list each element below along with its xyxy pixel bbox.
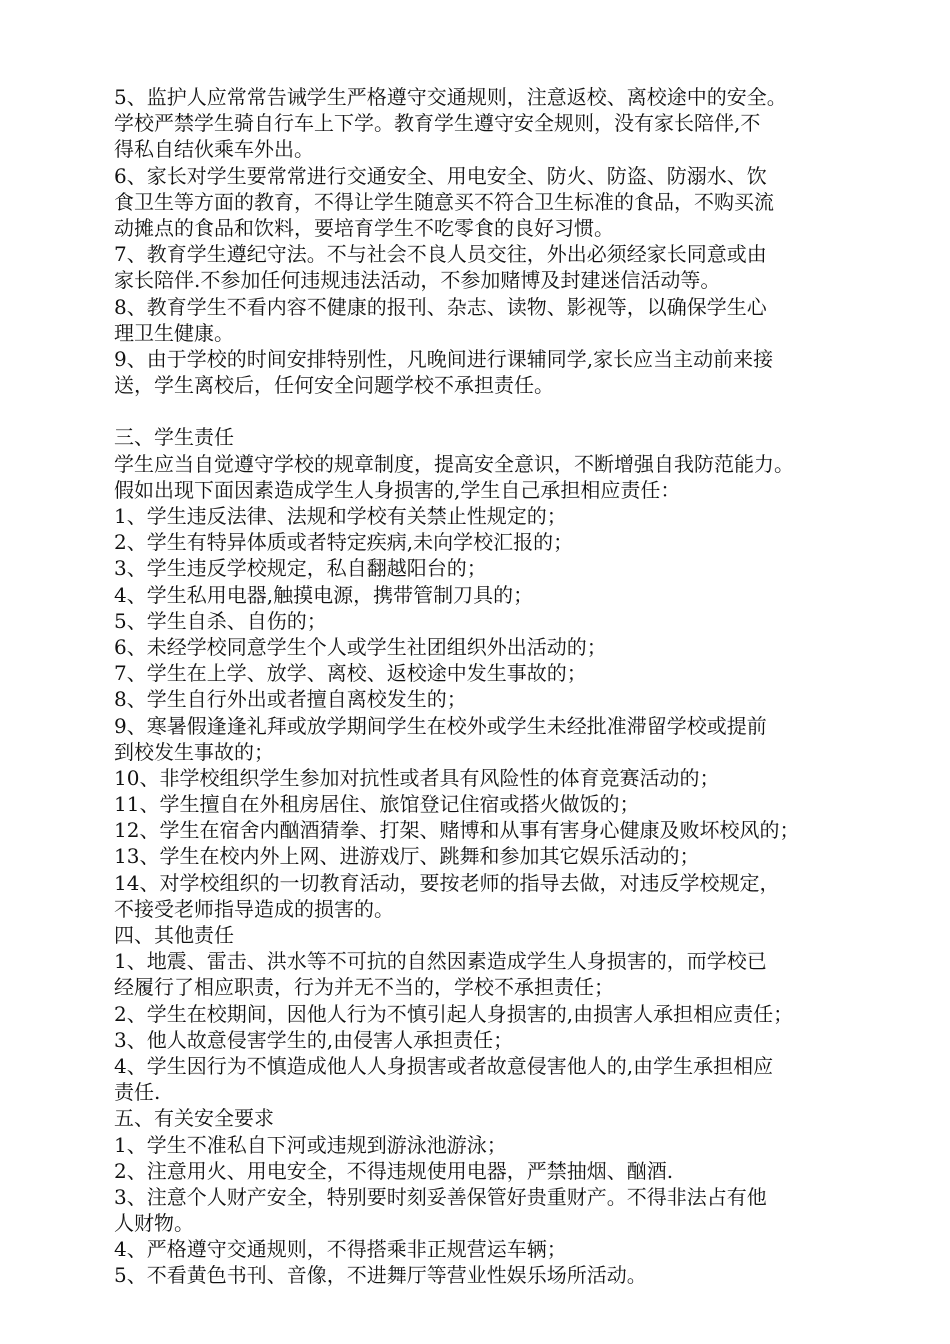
- text-line: 3、他人故意侵害学生的,由侵害人承担责任；: [114, 1027, 514, 1052]
- text-line: 7、教育学生遵纪守法。不与社会不良人员交往，外出必须经家长同意或由: [114, 242, 767, 267]
- text-line: 13、学生在校内外上网、进游戏厅、跳舞和参加其它娱乐活动的；: [114, 844, 700, 869]
- text-line: 9、寒暑假逢逢礼拜或放学期间学生在校外或学生未经批准滞留学校或提前: [114, 713, 767, 738]
- text-line: 4、严格遵守交通规则，不得搭乘非正规营运车辆；: [114, 1237, 567, 1262]
- text-line: 到校发生事故的；: [114, 739, 274, 764]
- text-line: 1、学生不准私自下河或违规到游泳池游泳；: [114, 1132, 507, 1157]
- text-line: 三、学生责任: [114, 425, 234, 450]
- text-line: 6、家长对学生要常常进行交通安全、用电安全、防火、防盗、防溺水、饮: [114, 163, 767, 188]
- text-line: 2、学生有特异体质或者特定疾病,未向学校汇报的；: [114, 530, 574, 555]
- text-line: 责任.: [114, 1080, 161, 1105]
- text-line: 5、不看黄色书刊、音像，不进舞厅等营业性娱乐场所活动。: [114, 1263, 647, 1288]
- text-line: 1、地震、雷击、洪水等不可抗的自然因素造成学生人身损害的，而学校已: [114, 949, 767, 974]
- text-line: 3、注意个人财产安全，特别要时刻妥善保管好贵重财产。不得非法占有他: [114, 1184, 767, 1209]
- text-line: 送，学生离校后，任何安全问题学校不承担责任。: [114, 373, 554, 398]
- text-line: 4、学生因行为不慎造成他人人身损害或者故意侵害他人的,由学生承担相应: [114, 1053, 774, 1078]
- text-line: 6、未经学校同意学生个人或学生社团组织外出活动的；: [114, 634, 607, 659]
- text-line: 8、教育学生不看内容不健康的报刊、杂志、读物、影视等，以确保学生心: [114, 294, 767, 319]
- text-line: 得私自结伙乘车外出。: [114, 137, 314, 162]
- text-line: 人财物。: [114, 1211, 194, 1236]
- text-line: 理卫生健康。: [114, 320, 234, 345]
- blank-line: [114, 398, 890, 424]
- text-line: 10、非学校组织学生参加对抗性或者具有风险性的体育竞赛活动的；: [114, 765, 720, 790]
- text-line: 不接受老师指导造成的损害的。: [114, 896, 394, 921]
- text-line: 四、其他责任: [114, 923, 234, 947]
- text-line: 动摊点的食品和饮料，要培育学生不吃零食的良好习惯。: [114, 215, 614, 240]
- text-line: 11、学生擅自在外租房居住、旅馆登记住宿或搭火做饭的；: [114, 792, 640, 817]
- text-line: 9、由于学校的时间安排特别性，凡晚间进行课辅同学,家长应当主动前来接: [114, 346, 774, 371]
- text-line: 学校严禁学生骑自行车上下学。教育学生遵守安全规则，没有家长陪伴,不: [114, 111, 761, 136]
- text-line: 经履行了相应职责，行为并无不当的，学校不承担责任；: [114, 975, 614, 1000]
- text-line: 家长陪伴.不参加任何违规违法活动，不参加赌博及封建迷信活动等。: [114, 268, 721, 293]
- text-line: 4、学生私用电器,触摸电源，携带管制刀具的；: [114, 582, 534, 607]
- text-line: 学生应当自觉遵守学校的规章制度，提高安全意识，不断增强自我防范能力。: [114, 451, 794, 476]
- text-line: 食卫生等方面的教育，不得让学生随意买不符合卫生标准的食品，不购买流: [114, 189, 774, 214]
- text-line: 五、有关安全要求: [114, 1106, 274, 1131]
- text-line: 7、学生在上学、放学、离校、返校途中发生事故的；: [114, 661, 587, 686]
- text-line: 2、学生在校期间，因他人行为不慎引起人身损害的,由损害人承担相应责任；: [114, 1001, 794, 1026]
- text-line: 5、监护人应常常告诫学生严格遵守交通规则，注意返校、离校途中的安全。: [114, 85, 787, 109]
- text-line: 1、学生违反法律、法规和学校有关禁止性规定的；: [114, 504, 567, 528]
- text-line: 14、对学校组织的一切教育活动，要按老师的指导去做，对违反学校规定，: [114, 870, 780, 895]
- text-line: 2、注意用火、用电安全，不得违规使用电器，严禁抽烟、酗酒.: [114, 1158, 674, 1183]
- text-line: 假如出现下面因素造成学生人身损害的,学生自己承担相应责任：: [114, 477, 681, 502]
- text-line: 12、学生在宿舍内酗酒猜拳、打架、赌博和从事有害身心健康及败坏校风的；: [114, 818, 800, 843]
- text-line: 3、学生违反学校规定，私自翻越阳台的；: [114, 556, 487, 581]
- text-line: 8、学生自行外出或者擅自离校发生的；: [114, 687, 467, 712]
- text-line: 5、学生自杀、自伤的；: [114, 608, 327, 633]
- document-body: [114, 84, 890, 1289]
